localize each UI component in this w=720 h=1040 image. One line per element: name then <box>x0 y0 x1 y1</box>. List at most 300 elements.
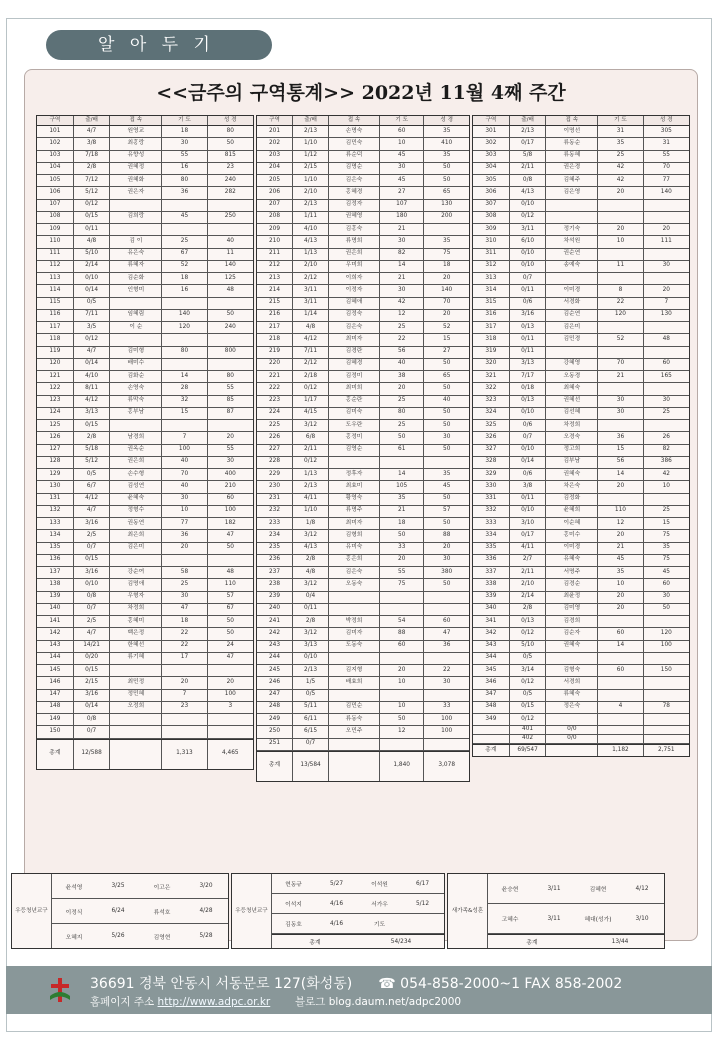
table-cell: 40 <box>380 359 425 370</box>
table-cell: 김민순 <box>329 702 380 713</box>
table-cell <box>380 739 425 750</box>
table-cell: 165 <box>660 372 672 379</box>
table-cell <box>208 714 253 725</box>
table-cell: 0/11 <box>510 285 547 296</box>
prayer-cell: 4/28 <box>199 908 213 914</box>
table-cell: 차정희 <box>546 420 598 431</box>
table-cell: 0/15 <box>74 555 111 566</box>
table-cell: 0/6 <box>510 469 547 480</box>
table-cell: 234 <box>257 530 293 541</box>
table-cell: 2/10 <box>510 579 547 590</box>
table-row <box>257 726 469 738</box>
table-cell: 35 <box>443 470 451 477</box>
table-cell: 213 <box>257 273 293 284</box>
table-row <box>37 298 253 310</box>
table-cell: 54 <box>380 616 425 627</box>
table-cell <box>598 494 643 505</box>
table-cell: 104 <box>37 163 74 174</box>
table-cell: 15 <box>162 408 207 419</box>
table-cell: 330 <box>473 481 510 492</box>
table-cell: 0/14 <box>74 359 111 370</box>
table-cell: 52 <box>598 334 643 345</box>
table-row <box>37 543 253 555</box>
table-cell: 김은숙 <box>329 567 380 578</box>
table-cell: 4 <box>598 702 643 713</box>
table-row <box>473 641 689 653</box>
total-cell: 1,840 <box>380 752 425 781</box>
table-cell <box>208 200 253 211</box>
table-cell: 오동경 <box>546 371 598 382</box>
table-cell: 0/0 <box>546 726 598 734</box>
table-cell: 30 <box>443 678 451 685</box>
table-cell: 2/8 <box>510 604 547 615</box>
table-row <box>473 138 689 150</box>
column-header: 기 도 <box>162 116 207 125</box>
table-cell: 50 <box>226 311 234 318</box>
table-cell: 0/14 <box>74 702 111 713</box>
table-row <box>37 469 253 481</box>
table-cell: 246 <box>257 677 293 688</box>
table-cell: 권혜숙 <box>546 641 598 652</box>
table-cell: 209 <box>257 224 293 235</box>
table-cell <box>110 224 162 235</box>
table-cell: 282 <box>224 188 236 195</box>
table-cell: 4/7 <box>74 628 111 639</box>
table-row <box>473 469 689 481</box>
table-cell: 214 <box>257 285 293 296</box>
district-table-300 <box>472 115 690 757</box>
table-cell: 7 <box>664 299 669 306</box>
table-row <box>473 200 689 212</box>
table-cell: 120 <box>660 629 672 636</box>
prayer-cell: 이고은 <box>153 884 171 891</box>
table-cell <box>644 677 689 688</box>
table-row <box>257 200 469 212</box>
prayer-sum-label: 총계 <box>526 940 538 946</box>
table-cell: 김은미 <box>110 543 162 554</box>
table-cell: 201 <box>257 126 293 137</box>
table-row <box>257 322 469 334</box>
table-cell: 140 <box>162 310 207 321</box>
table-row <box>37 200 253 212</box>
table-cell: 윤혜숙 <box>110 494 162 505</box>
table-cell: 강혜영 <box>546 359 598 370</box>
table-row <box>37 457 253 469</box>
table-cell: 302 <box>473 138 510 149</box>
column-header: 기 도 <box>380 116 425 125</box>
table-cell <box>598 690 643 701</box>
table-cell: 142 <box>37 628 74 639</box>
table-cell <box>644 494 689 505</box>
table-cell: 0/18 <box>510 383 547 394</box>
table-row <box>257 163 469 175</box>
table-cell <box>598 420 643 431</box>
table-row <box>257 592 469 604</box>
table-cell: 67 <box>162 249 207 260</box>
table-cell: 0/15 <box>74 212 111 223</box>
table-cell: 325 <box>473 420 510 431</box>
table-cell <box>598 383 643 394</box>
table-cell: 0/5 <box>510 653 547 664</box>
table-cell: 120 <box>37 359 74 370</box>
table-cell: 25 <box>662 507 670 514</box>
table-row <box>257 261 469 273</box>
table-cell: 127 <box>37 445 74 456</box>
table-cell: 339 <box>473 592 510 603</box>
table-cell: 20 <box>662 225 670 232</box>
table-row <box>257 383 469 395</box>
table-cell: 35 <box>443 237 451 244</box>
table-cell: 2/5 <box>74 530 111 541</box>
column-header: 기 도 <box>598 116 643 125</box>
table-cell <box>473 726 510 734</box>
table-cell: 18 <box>162 273 207 284</box>
table-cell: 116 <box>37 310 74 321</box>
prayer-cell: 오혜지 <box>65 934 83 941</box>
table-cell: 45 <box>443 482 451 489</box>
prayer-row <box>52 924 228 948</box>
table-cell: 211 <box>257 249 293 260</box>
table-cell: 20 <box>598 604 643 615</box>
prayer-cell: 이정식 <box>65 909 83 916</box>
table-row <box>257 445 469 457</box>
table-cell: 김지형 <box>329 665 380 676</box>
table-cell: 김은숙 <box>329 322 380 333</box>
table-cell: 25 <box>380 322 425 333</box>
column-header: 성 경 <box>660 116 673 123</box>
table-cell: 정민혜 <box>110 690 162 701</box>
table-cell: 21 <box>598 371 643 382</box>
table-cell: 320 <box>473 359 510 370</box>
table-cell: 208 <box>257 212 293 223</box>
table-cell: 0/7 <box>74 543 111 554</box>
table-cell: 50 <box>443 446 451 453</box>
prayer-sum-row <box>272 934 444 948</box>
table-cell: 239 <box>257 592 293 603</box>
table-cell: 정후자 <box>329 469 380 480</box>
table-cell <box>598 735 643 743</box>
table-cell: 100 <box>224 691 236 698</box>
table-row <box>37 224 253 236</box>
table-cell: 35 <box>380 494 425 505</box>
table-cell: 25 <box>162 236 207 247</box>
table-cell: 4/13 <box>293 236 329 247</box>
table-cell: 0/10 <box>293 653 329 664</box>
table-cell: 15 <box>662 519 670 526</box>
table-cell: 7/12 <box>74 175 111 186</box>
table-cell: 4/10 <box>74 371 111 382</box>
table-cell: 125 <box>37 420 74 431</box>
table-row <box>257 151 469 163</box>
table-cell: 327 <box>473 445 510 456</box>
table-cell: 60 <box>226 495 234 502</box>
table-cell: 10 <box>662 482 670 489</box>
table-row <box>473 735 689 744</box>
table-cell: 245 <box>257 665 293 676</box>
table-cell: 0/6 <box>510 298 547 309</box>
table-cell: 30 <box>380 285 425 296</box>
table-cell: 35 <box>443 152 451 159</box>
table-cell: 이미경 <box>546 285 598 296</box>
table-cell: 손영숙 <box>110 383 162 394</box>
table-cell: 28 <box>162 383 207 394</box>
prayer-row <box>272 914 444 934</box>
table-cell: 오민주 <box>329 726 380 737</box>
table-cell: 서경화 <box>546 298 598 309</box>
column-header: 성 경 <box>440 116 453 123</box>
table-cell: 25 <box>162 579 207 590</box>
table-cell: 105 <box>380 481 425 492</box>
table-cell: 386 <box>660 458 672 465</box>
table-cell: 77 <box>162 518 207 529</box>
table-cell: 140 <box>660 188 672 195</box>
table-cell: 20 <box>598 481 643 492</box>
table-row <box>37 261 253 273</box>
table-row <box>473 212 689 224</box>
table-cell: 50 <box>226 629 234 636</box>
table-cell: 30 <box>380 236 425 247</box>
table-cell: 123 <box>37 396 74 407</box>
table-cell: 5/12 <box>74 187 111 198</box>
table-cell: 130 <box>37 481 74 492</box>
table-cell: 317 <box>473 322 510 333</box>
table-cell: 343 <box>473 641 510 652</box>
table-cell: 3/11 <box>293 298 329 309</box>
table-cell: 50 <box>226 617 234 624</box>
table-cell: 14 <box>380 261 425 272</box>
table-cell: 55 <box>662 152 670 159</box>
table-cell: 57 <box>443 507 451 514</box>
table-cell: 55 <box>380 567 425 578</box>
prayer-cell: 김혜현 <box>589 887 607 893</box>
table-cell: 유미숙 <box>329 543 380 554</box>
table-row <box>37 494 253 506</box>
table-cell: 250 <box>257 726 293 737</box>
table-cell: 이희자 <box>329 273 380 284</box>
total-cell: 1,313 <box>162 740 207 769</box>
youth-prayer-table-b <box>231 873 445 949</box>
table-cell: 도우란 <box>329 420 380 431</box>
table-cell: 147 <box>37 690 74 701</box>
table-cell: 33 <box>380 543 425 554</box>
table-row <box>473 690 689 702</box>
table-cell: 6/11 <box>293 714 329 725</box>
table-cell: 236 <box>257 555 293 566</box>
prayer-label: 우등청년교구 <box>12 874 52 948</box>
table-row <box>37 432 253 444</box>
table-cell: 이명선 <box>546 126 598 137</box>
table-cell: 180 <box>380 212 425 223</box>
table-cell: 10 <box>598 236 643 247</box>
table-row <box>257 653 469 665</box>
table-cell: 6/8 <box>293 432 329 443</box>
table-cell: 김은숙 <box>329 175 380 186</box>
table-row <box>473 261 689 273</box>
table-cell: 136 <box>37 555 74 566</box>
table-cell <box>110 726 162 737</box>
prayer-cell: 이석지 <box>285 902 302 908</box>
table-row <box>37 273 253 285</box>
table-cell: 0/12 <box>510 677 547 688</box>
table-cell: 남경희 <box>110 432 162 443</box>
table-row <box>473 457 689 469</box>
table-cell <box>162 200 207 211</box>
table-cell: 30 <box>598 396 643 407</box>
table-cell: 2/11 <box>293 445 329 456</box>
table-cell: 45 <box>380 151 425 162</box>
total-cell: 69/547 <box>510 745 547 756</box>
table-cell: 347 <box>473 690 510 701</box>
table-cell: 권혜화 <box>110 175 162 186</box>
table-cell: 3/16 <box>74 518 111 529</box>
table-row <box>37 604 253 616</box>
table-cell: 308 <box>473 212 510 223</box>
table-cell: 20 <box>443 274 451 281</box>
table-row <box>257 494 469 506</box>
table-cell: 36 <box>162 187 207 198</box>
table-cell: 1/12 <box>293 151 329 162</box>
table-cell: 228 <box>257 457 293 468</box>
table-row <box>37 285 253 297</box>
table-cell: 47 <box>443 629 451 636</box>
table-cell: 12 <box>380 310 425 321</box>
table-cell: 4/8 <box>293 322 329 333</box>
table-row <box>473 273 689 285</box>
table-cell: 0/10 <box>510 445 547 456</box>
table-cell: 김순자 <box>546 628 598 639</box>
table-cell: 15 <box>598 445 643 456</box>
table-row <box>37 567 253 579</box>
table-cell: 김미형 <box>110 347 162 358</box>
table-cell <box>644 383 689 394</box>
table-cell: 홍혜미 <box>110 616 162 627</box>
table-row <box>257 555 469 567</box>
total-cell: 총계 <box>257 752 293 781</box>
table-cell <box>162 726 207 737</box>
table-cell: 20 <box>380 383 425 394</box>
table-cell: 70 <box>598 359 643 370</box>
table-cell: 이 순 <box>110 322 162 333</box>
table-cell: 최효미 <box>329 481 380 492</box>
table-row <box>473 151 689 163</box>
prayer-cell: 김동호 <box>285 922 302 928</box>
table-cell: 30 <box>380 163 425 174</box>
table-cell: 4/7 <box>74 126 111 137</box>
table-cell: 122 <box>37 383 74 394</box>
table-cell: 217 <box>257 322 293 333</box>
table-cell: 323 <box>473 396 510 407</box>
table-cell: 146 <box>37 677 74 688</box>
table-cell <box>424 739 469 750</box>
table-cell: 2/11 <box>510 163 547 174</box>
table-cell: 113 <box>37 273 74 284</box>
table-cell: 331 <box>473 494 510 505</box>
table-cell: 유혜숙 <box>546 555 598 566</box>
table-cell: 150 <box>660 666 672 673</box>
table-row <box>37 530 253 542</box>
table-row <box>257 396 469 408</box>
table-cell: 0/12 <box>293 383 329 394</box>
table-row <box>257 677 469 689</box>
table-cell: 144 <box>37 653 74 664</box>
table-cell: 207 <box>257 200 293 211</box>
table-cell <box>110 665 162 676</box>
total-cell: 총계 <box>37 740 74 769</box>
table-cell: 60 <box>598 628 643 639</box>
table-cell: 최미자 <box>329 334 380 345</box>
table-cell: 306 <box>473 187 510 198</box>
prayer-row <box>272 894 444 914</box>
table-cell: 105 <box>37 175 74 186</box>
table-cell: 20 <box>598 530 643 541</box>
table-cell: 김정화 <box>546 494 598 505</box>
table-cell: 100 <box>224 507 236 514</box>
table-cell: 42 <box>380 298 425 309</box>
table-cell: 120 <box>162 322 207 333</box>
table-row <box>473 616 689 628</box>
prayer-cell: 4/16 <box>329 900 344 907</box>
column-header: 구역 <box>473 116 510 125</box>
table-cell: 124 <box>37 408 74 419</box>
table-row <box>257 628 469 640</box>
table-row <box>37 334 253 346</box>
table-cell: 최윤정 <box>546 592 598 603</box>
table-cell: 235 <box>257 543 293 554</box>
table-cell: 203 <box>257 151 293 162</box>
table-cell <box>208 359 253 370</box>
table-cell: 182 <box>224 519 236 526</box>
table-cell: 50 <box>443 519 451 526</box>
table-cell <box>380 653 425 664</box>
table-cell: 유은숙 <box>110 249 162 260</box>
table-cell: 차은숙 <box>546 481 598 492</box>
table-row <box>37 616 253 628</box>
table-cell: 3/8 <box>74 138 111 149</box>
table-cell: 류혜숙 <box>546 690 598 701</box>
table-cell: 248 <box>257 702 293 713</box>
table-cell: 50 <box>380 714 425 725</box>
table-row <box>37 126 253 138</box>
table-cell: 26 <box>662 433 670 440</box>
table-cell: 3/14 <box>510 665 547 676</box>
table-cell: 324 <box>473 408 510 419</box>
prayer-cell: 4/12 <box>635 885 649 892</box>
table-cell: 55 <box>226 446 234 453</box>
table-cell <box>162 334 207 345</box>
table-cell: 401 <box>510 726 547 734</box>
table-cell: 224 <box>257 408 293 419</box>
table-cell: 250 <box>224 213 236 220</box>
prayer-sum-label: 총계 <box>309 940 321 946</box>
table-cell: 12 <box>380 726 425 737</box>
table-cell: 10 <box>380 138 425 149</box>
table-cell: 홍미수 <box>546 530 598 541</box>
table-cell: 58 <box>162 567 207 578</box>
table-cell: 류동숙 <box>329 714 380 725</box>
table-cell: 0/15 <box>74 665 111 676</box>
table-cell: 52 <box>443 323 451 330</box>
table-cell: 0/10 <box>74 273 111 284</box>
table-cell: 정고희 <box>546 445 598 456</box>
table-cell: 3/13 <box>74 408 111 419</box>
table-cell: 348 <box>473 702 510 713</box>
table-cell: 3/10 <box>510 518 547 529</box>
table-cell: 15 <box>443 335 451 342</box>
table-cell: 106 <box>37 187 74 198</box>
table-header-row <box>37 116 253 126</box>
homepage-link[interactable]: http://www.adpc.or.kr <box>157 996 271 1008</box>
table-cell: 14 <box>598 469 643 480</box>
